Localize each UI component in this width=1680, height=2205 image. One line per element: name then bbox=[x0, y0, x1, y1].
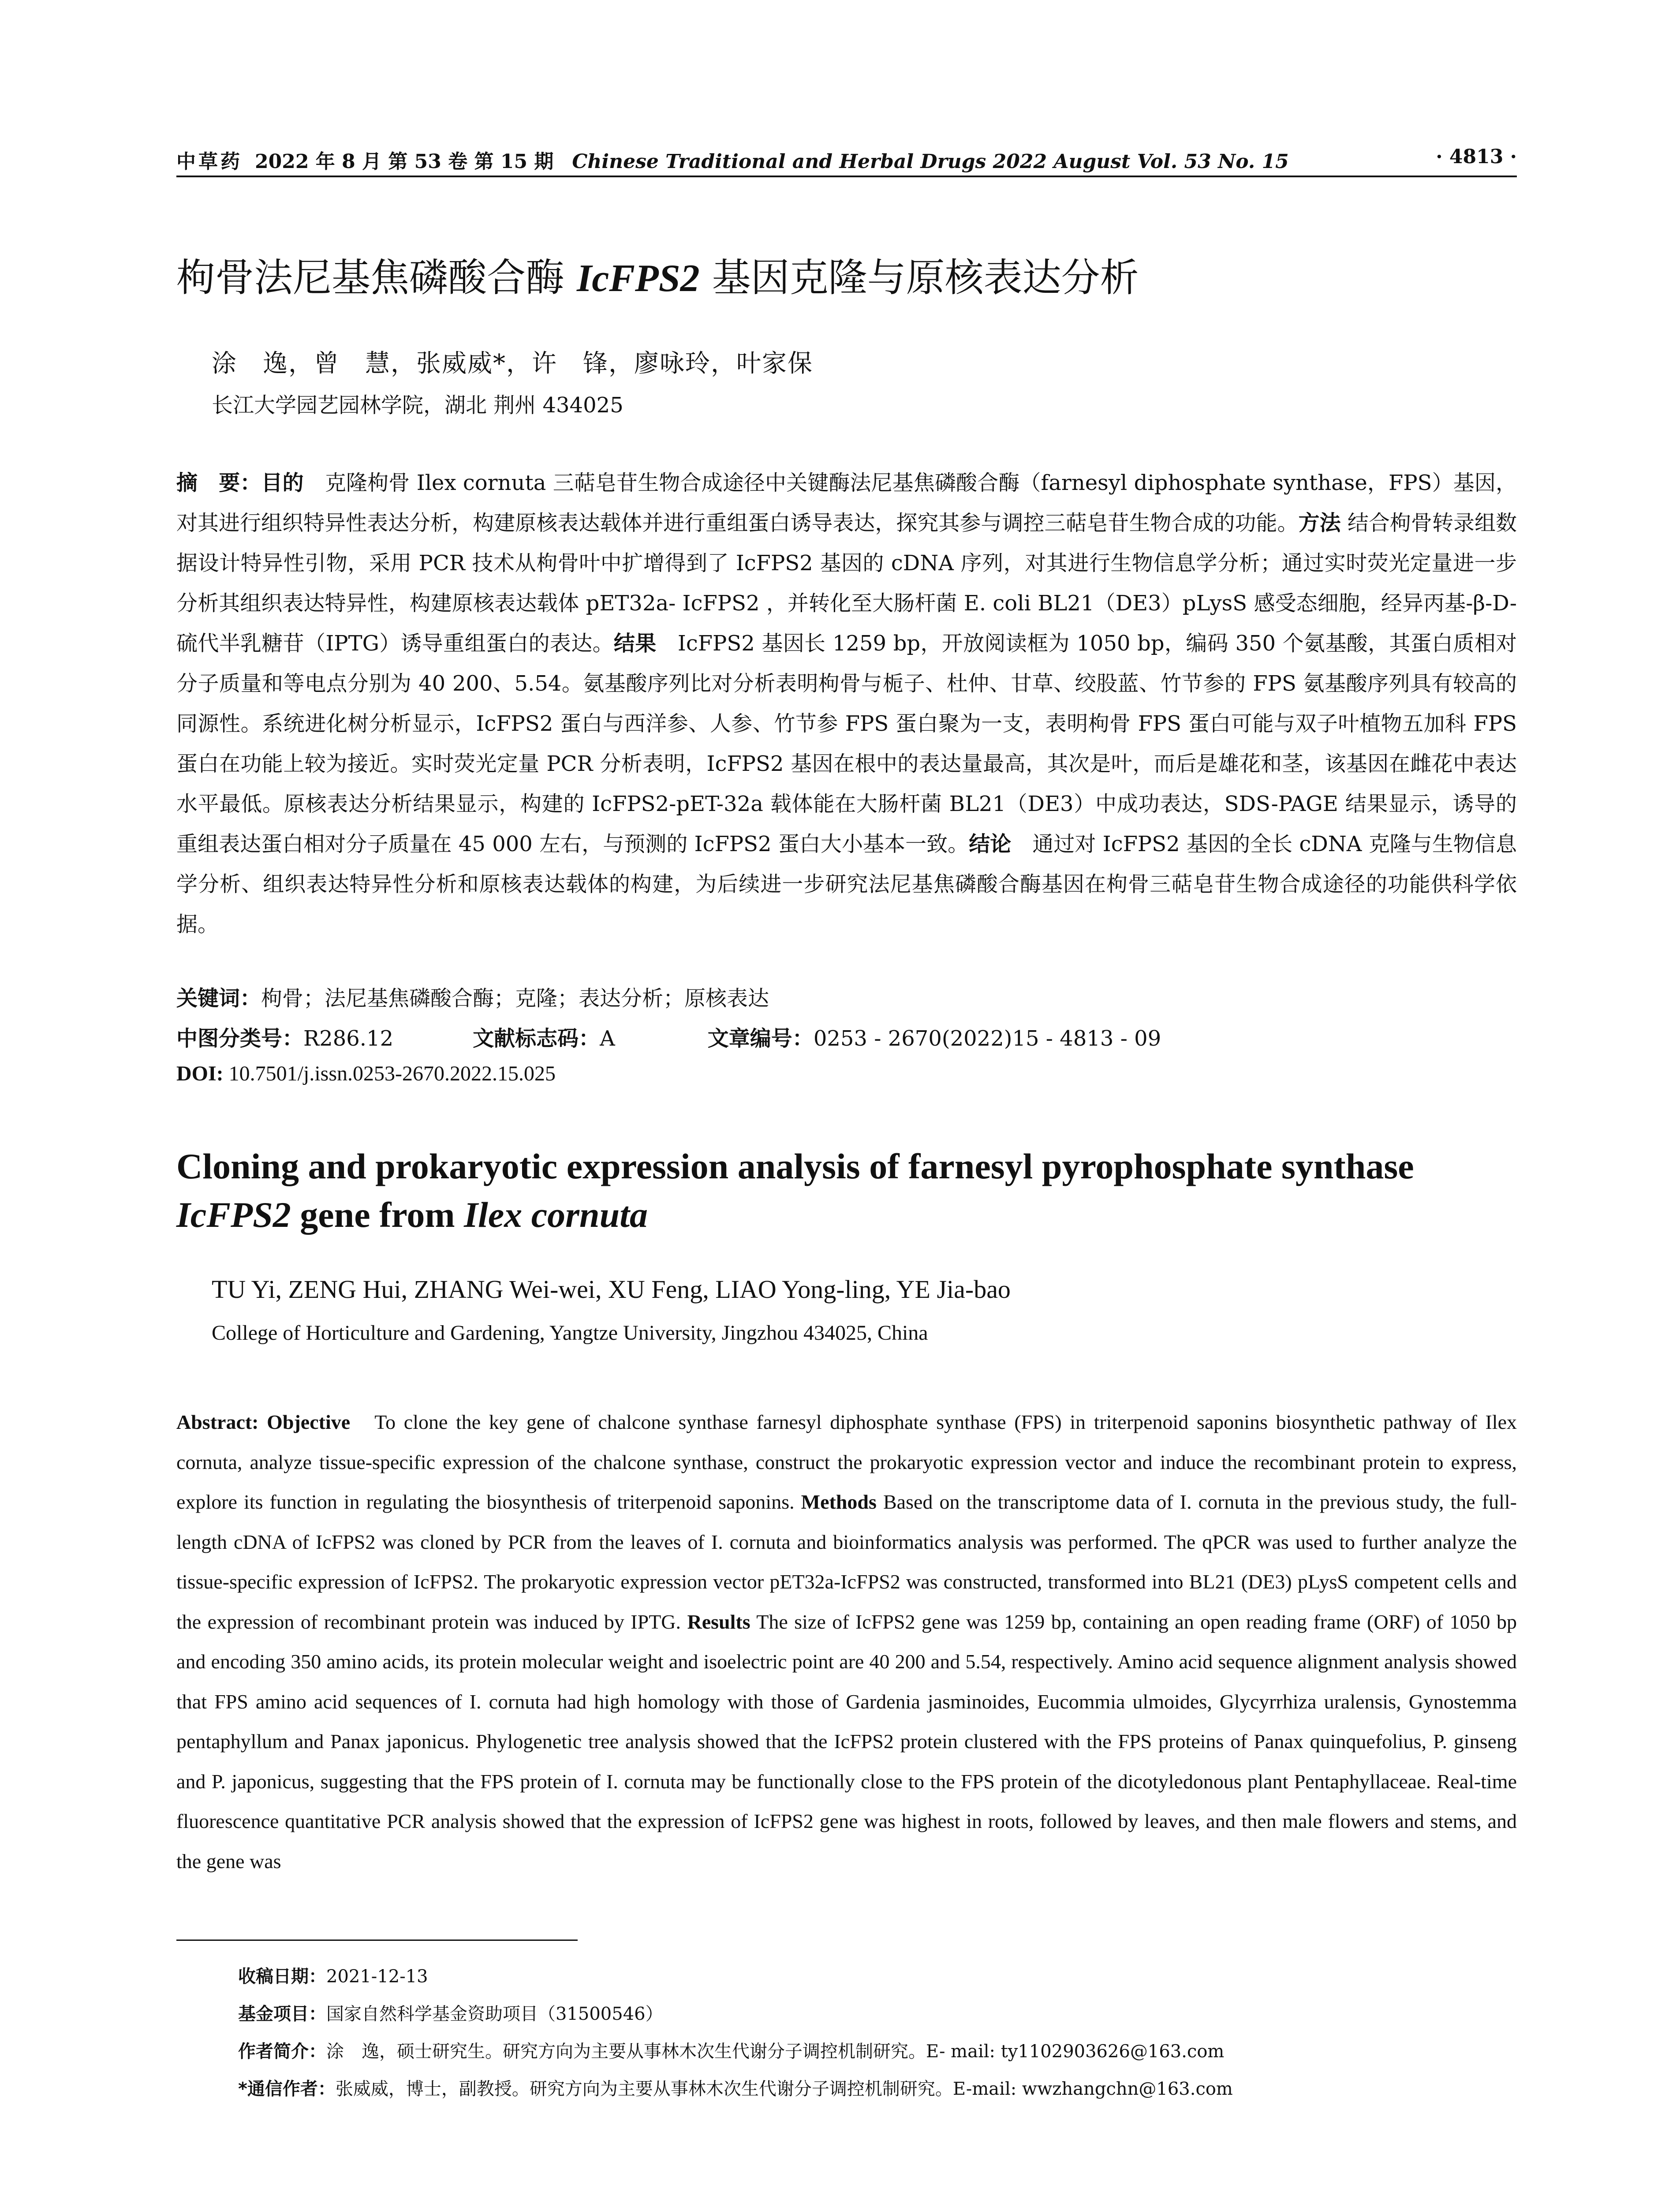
results-cn-label: 结果 bbox=[613, 631, 657, 656]
affiliation-en: College of Horticulture and Gardening, Yangtze University, Jingzhou 434025, China bbox=[212, 1321, 928, 1345]
keywords-cn bbox=[176, 981, 769, 1012]
authors-en: TU Yi, ZENG Hui, ZHANG Wei-wei, XU Feng, LIAO Yong-ling, YE Jia-bao bbox=[212, 1275, 1011, 1304]
results-cn: IcFPS2 基因长 1259 bp，开放阅读框为 1050 bp，编码 350 个氨基酸，其蛋白质相对分子质量和等电点分别为 40 200、5.54。氨基酸序列比对分析表明枸骨与栀子、杜仲、甘草、绞股蓝、竹节参的 FPS 氨基酸序列具有较高的同源性。系统进化树分析显示，IcFPS2 蛋白与西洋参、人参、竹节参 FPS 蛋白聚为一支，表明枸骨 FPS 蛋白可能与双子叶植物五加科 FPS 蛋白在功能上较为接近。实时荧光定量 PCR 分析表明，IcFPS2 基因在根中的表达量最高，其次是叶，而后是雄花和茎，该基因在雌花中表达水平最低。原核表达分析结果显示，构建的 IcFPS2-pET-32a 载体能在大肠杆菌 BL21（DE3）中成功表达，SDS-PAGE 结果显示，诱导的重组表达蛋白相对分子质量在 45 000 左右，与预测的 IcFPS2 蛋白大小基本一致。 bbox=[176, 631, 1517, 856]
classification-row bbox=[176, 1021, 1161, 1052]
affiliation-cn: 长江大学园艺园林学院，湖北 荆州 434025 bbox=[212, 393, 623, 418]
corresponding-label: *通信作者： bbox=[238, 2079, 336, 2099]
doi-label: DOI: bbox=[176, 1062, 229, 1085]
authors-cn: 涂 逸，曾 慧，张威威*，许 锋，廖咏玲，叶家保 bbox=[212, 349, 813, 378]
running-header bbox=[176, 146, 1517, 174]
title-en bbox=[176, 1142, 1517, 1239]
footnote-received bbox=[238, 1962, 428, 1988]
objective-cn: 克隆枸骨 Ilex cornuta 三萜皂苷生物合成途径中关键酶法尼基焦磷酸合酶（farnesyl diphosphate synthase，FPS）基因，对其进行组织特异性表达分析，构建原核表达载体并进行重组蛋白诱导表达，探究其参与调控三萜皂苷生物合成的功能。 bbox=[176, 471, 1517, 535]
results-en: The size of IcFPS2 gene was 1259 bp, containing an open reading frame (ORF) of 1050 bp and encoding 350 amino acids, its protein molecular weight and isoelectric point are 40 200 and 5.54, respectively. Amino acid sequence alignment analysis showed that FPS amino acid sequences of I. cornuta had high homology with those of Gardenia jasminoides, Eucommia ulmoides, Glycyrrhiza uralensis, Gynostemma pentaphyllum and Panax japonicus. Phylogenetic tree analysis showed that the IcFPS2 protein clustered with the FPS proteins of Panax quinquefolius, P. ginseng and P. japonicus, suggesting that the FPS protein of I. cornuta may be functionally close to the FPS protein of the dicotyledonous plant Pentaphyllaceae. Real-time fluorescence quantitative PCR analysis showed that the expression of IcFPS2 gene was highest in roots, followed by leaves, and then male flowers and stems, and the gene was bbox=[176, 1610, 1517, 1872]
methods-en: Based on the transcriptome data of I. cornuta in the previous study, the full-length cDNA of IcFPS2 was cloned by PCR from the leaves of I. cornuta and bioinformatics analysis was performed. The qPCR was used to further analyze the tissue-specific expression of IcFPS2. The prokaryotic expression vector pET32a-IcFPS2 was constructed, transformed into BL21 (DE3) pLysS competent cells and the expression of recombinant protein was induced by IPTG. bbox=[176, 1491, 1517, 1633]
abstract-en bbox=[176, 1402, 1522, 1881]
issue-info-cn: 2022 年 8 月 第 53 卷 第 15 期 bbox=[254, 150, 554, 173]
page-number: · 4813 · bbox=[1436, 146, 1517, 168]
doc-code-value: A bbox=[600, 1026, 615, 1051]
article-no-value: 0253 - 2670(2022)15 - 4813 - 09 bbox=[813, 1026, 1161, 1051]
footnote-corresponding bbox=[238, 2075, 1233, 2100]
methods-en-label: Methods bbox=[801, 1491, 877, 1513]
keywords-cn-label: 关键词： bbox=[176, 986, 261, 1011]
footnote-author bbox=[238, 2037, 1224, 2063]
received-label: 收稿日期： bbox=[238, 1966, 326, 1987]
abstract-cn bbox=[176, 463, 1517, 945]
results-en-label: Results bbox=[687, 1610, 750, 1633]
title-cn bbox=[176, 247, 1139, 303]
methods-cn: 结合枸骨转录组数据设计特异性引物，采用 PCR 技术从枸骨叶中扩增得到了 IcFPS2 基因的 cDNA 序列，对其进行生物信息学分析；通过实时荧光定量进一步分析其组织表达特异性，构建原核表达载体 pET32a- IcFPS2 ，并转化至大肠杆菌 E. coli BL21（DE3）pLysS 感受态细胞，经异丙基-β-D-硫代半乳糖苷（IPTG）诱导重组蛋白的表达。 bbox=[176, 511, 1517, 656]
doi-value: 10.7501/j.issn.0253-2670.2022.15.025 bbox=[228, 1062, 556, 1085]
title-en-mid: gene from bbox=[291, 1195, 464, 1235]
title-cn-gene: IcFPS2 bbox=[576, 257, 700, 300]
title-cn-part1: 枸骨法尼基焦磷酸合酶 bbox=[176, 255, 577, 300]
clc-label: 中图分类号： bbox=[176, 1026, 304, 1051]
author-bio-value: 涂 逸，硕士研究生。研究方向为主要从事林木次生代谢分子调控机制研究。E- mail: ty1102903626@163.com bbox=[326, 2041, 1225, 2062]
footnote-fund bbox=[238, 2000, 663, 2025]
clc-value: R286.12 bbox=[303, 1026, 394, 1051]
keywords-cn-value: 枸骨；法尼基焦磷酸合酶；克隆；表达分析；原核表达 bbox=[261, 986, 769, 1011]
received-value: 2021-12-13 bbox=[326, 1966, 428, 1987]
abstract-cn-label: 摘 要： bbox=[176, 471, 261, 495]
title-cn-part2: 基因克隆与原核表达分析 bbox=[699, 255, 1139, 300]
objective-cn-label: 目的 bbox=[261, 471, 304, 495]
journal-name-en: Chinese Traditional and Herbal Drugs 2022 August Vol. 53 No. 15 bbox=[572, 150, 1289, 173]
abstract-en-label: Abstract: Objective bbox=[176, 1411, 351, 1433]
title-en-line1: Cloning and prokaryotic expression analysis of farnesyl pyrophosphate synthase bbox=[176, 1146, 1414, 1186]
doi-row bbox=[176, 1061, 556, 1086]
conclusion-cn-label: 结论 bbox=[969, 832, 1012, 856]
doc-code-label: 文献标志码： bbox=[473, 1026, 600, 1051]
fund-label: 基金项目： bbox=[238, 2004, 326, 2024]
header-rule bbox=[176, 176, 1517, 177]
title-en-gene: IcFPS2 bbox=[176, 1195, 291, 1235]
journal-name-cn: 中草药 bbox=[176, 150, 243, 173]
article-no-label: 文章编号： bbox=[707, 1026, 814, 1051]
footnote-rule bbox=[176, 1940, 578, 1941]
author-bio-label: 作者简介： bbox=[238, 2041, 326, 2062]
objective-en: To clone the key gene of chalcone synthase farnesyl diphosphate synthase (FPS) in triterpenoid saponins biosynthetic pathway of Ilex cornuta, analyze tissue-specific expression of the chalcone synthase, construct the prokaryotic expression vector and induce the recombinant protein to express, explore its function in regulating the biosynthesis of triterpenoid saponins. bbox=[176, 1411, 1522, 1513]
fund-value: 国家自然科学基金资助项目（31500546） bbox=[326, 2004, 663, 2024]
methods-cn-label: 方法 bbox=[1298, 511, 1341, 535]
corresponding-value: 张威威，博士，副教授。研究方向为主要从事林木次生代谢分子调控机制研究。E-mail: wwzhangchn@163.com bbox=[335, 2079, 1233, 2099]
title-en-species: Ilex cornuta bbox=[464, 1195, 648, 1235]
conclusion-cn: 通过对 IcFPS2 基因的全长 cDNA 克隆与生物信息学分析、组织表达特异性分析和原核表达载体的构建，为后续进一步研究法尼基焦磷酸合酶基因在枸骨三萜皂苷生物合成途径的功能供科学依据。 bbox=[176, 832, 1517, 937]
